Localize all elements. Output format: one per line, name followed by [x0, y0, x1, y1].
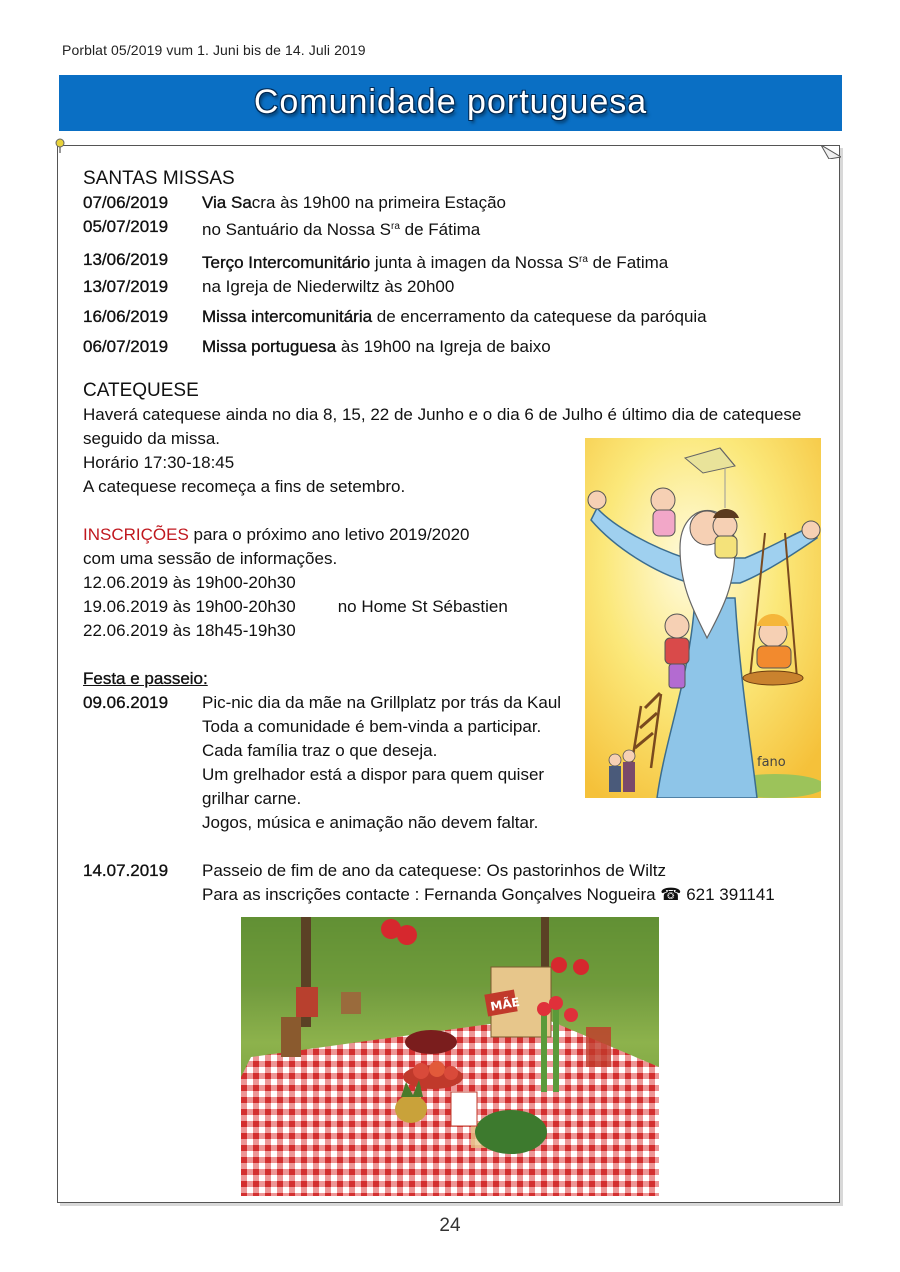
- missa-text: de Fátima: [399, 220, 481, 239]
- santas-missas-title: SANTAS MISSAS: [83, 168, 235, 189]
- missa-sup: ra: [579, 254, 588, 265]
- missa-text: de Fatima: [587, 253, 669, 272]
- banner: [59, 75, 842, 131]
- festa-text: Para as inscrições contacte : Fernanda Gonçalves Nogueira ☎ 621 391141: [202, 885, 775, 904]
- festa-text: grilhar carne.: [202, 789, 302, 808]
- catequese-line: A catequese recomeça a fins de setembro.: [83, 477, 406, 496]
- missa-date: 13/06/2019: [83, 250, 169, 269]
- folded-corner-icon: [821, 145, 841, 159]
- missa-bold: Terço Intercomunitário: [202, 253, 371, 272]
- inscricoes-text: para o próximo ano letivo 2019/2020: [188, 525, 470, 544]
- catequese-line: Haverá catequese ainda no dia 8, 15, 22 de Junho e o dia 6 de Julho é último dia de catequese: [83, 405, 802, 424]
- missa-date: 07/06/2019: [83, 193, 169, 212]
- festa-row: [83, 859, 823, 883]
- header-line: Porblat 05/2019 vum 1. Juni bis de 14. Juli 2019: [62, 42, 366, 58]
- missa-date: 13/07/2019: [83, 277, 169, 296]
- session-line: 22.06.2019 às 18h45-19h30: [83, 621, 296, 640]
- catequese-line: Horário 17:30-18:45: [83, 453, 235, 472]
- missa-date: 05/07/2019: [83, 217, 169, 236]
- missa-text: no Santuário da Nossa S: [202, 220, 392, 239]
- festa-text: Um grelhador está a dispor para quem quiser: [202, 765, 545, 784]
- page-number: 24: [439, 1215, 461, 1236]
- missa-row: [83, 248, 823, 275]
- missa-row: [83, 275, 823, 299]
- missa-text: de encerramento da catequese da paróquia: [372, 307, 707, 326]
- festa-text: Passeio de fim de ano da catequese: Os pastorinhos de Wiltz: [202, 861, 666, 880]
- session-text: 19.06.2019 às 19h00-20h30: [83, 597, 296, 616]
- missa-text: junta à imagen da Nossa S: [370, 253, 580, 272]
- missa-bold: Missa portuguesa: [202, 337, 337, 356]
- catequese-line: seguido da missa.: [83, 429, 221, 448]
- missa-text: cra às 19h00 na primeira Estação: [251, 193, 506, 212]
- missa-text: na Igreja de Niederwiltz às 20h00: [202, 277, 455, 296]
- banner-title: Comunidade portuguesa: [253, 83, 648, 121]
- missa-date: 06/07/2019: [83, 337, 169, 356]
- festa-text: Cada família traz o que deseja.: [202, 741, 438, 760]
- catechism-illustration: [585, 438, 821, 798]
- festa-text: Jogos, música e animação não devem faltar.: [202, 813, 539, 832]
- inscricoes-line: com uma sessão de informações.: [83, 549, 338, 568]
- illustration-signature: fano: [757, 755, 786, 770]
- session-location: no Home St Sébastien: [337, 597, 508, 616]
- missa-text: às 19h00 na Igreja de baixo: [336, 337, 551, 356]
- pin-icon: [54, 138, 66, 154]
- missa-bold: Via Sa: [202, 193, 252, 212]
- missa-row: [83, 191, 823, 215]
- festa-text: Toda a comunidade é bem-vinda a participar.: [202, 717, 542, 736]
- missa-row: [83, 305, 823, 329]
- photo-sign: MÃE: [489, 994, 521, 1014]
- missa-row: [83, 335, 823, 359]
- festa-text: Pic-nic dia da mãe na Grillplatz por trás da Kaul: [202, 693, 562, 712]
- festa-date: 09.06.2019: [83, 693, 169, 712]
- missa-bold: Missa intercomunitária: [202, 307, 373, 326]
- festa-date: 14.07.2019: [83, 861, 169, 880]
- festa-title: Festa e passeio:: [83, 669, 208, 688]
- missa-sup: ra: [391, 221, 400, 232]
- picnic-photo: [241, 917, 659, 1196]
- missa-row: [83, 215, 823, 242]
- session-line: 12.06.2019 às 19h00-20h30: [83, 573, 296, 592]
- inscricoes-label: INSCRIÇÕES: [83, 525, 189, 544]
- catequese-title: CATEQUESE: [83, 380, 199, 401]
- missa-date: 16/06/2019: [83, 307, 169, 326]
